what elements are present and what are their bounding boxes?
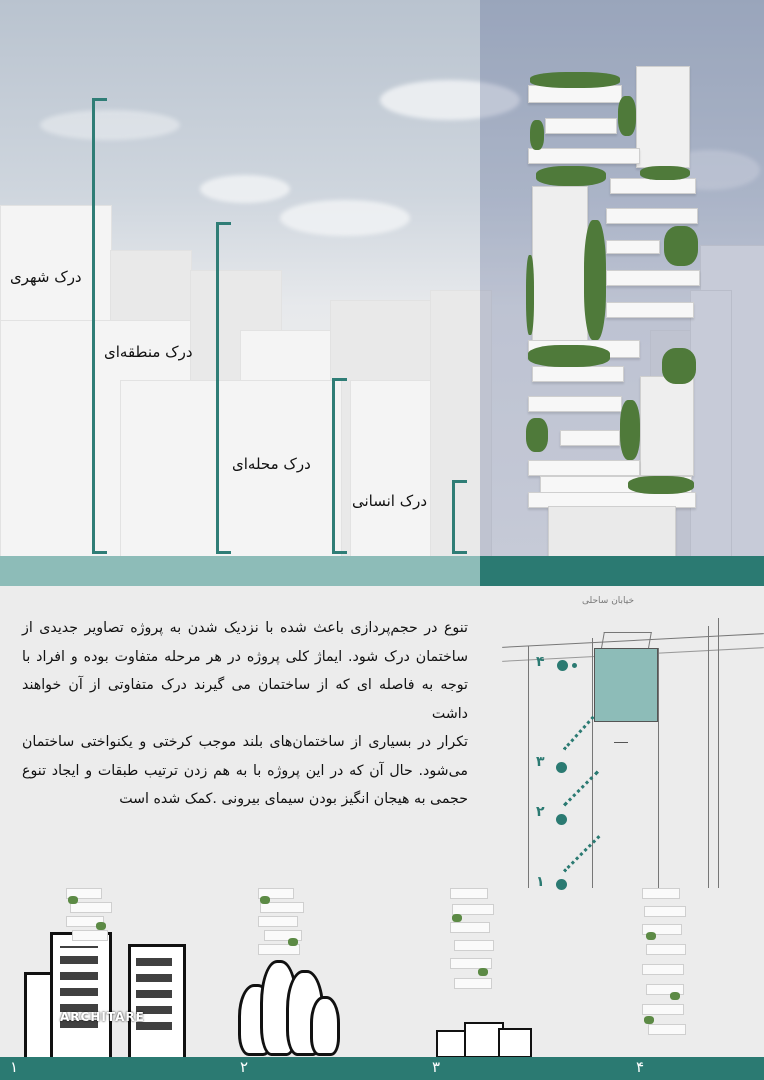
- street-label: خیابان ساحلی: [582, 596, 635, 606]
- mini-tower-4: [642, 888, 684, 1058]
- watermark: ARCHITARE: [60, 1010, 145, 1024]
- marker-3: ۳: [536, 754, 545, 770]
- label-human: درک انسانی: [352, 492, 428, 510]
- description-paragraph-1: تنوع در حجم‌پردازی باعث شده با نزدیک شدن به پروژه تصاویر جدیدی از ساختمان درک شود. ایماژ کلی پروژه در هر مرحله متفاوت بوده و افراد با توجه به فاصله ای که از ساختمان می گیرند درک متفاوتی از آن خواهند داشت: [22, 620, 468, 722]
- marker-1: ۱: [536, 874, 545, 890]
- site-building: [594, 648, 658, 722]
- icon-trees: [238, 960, 338, 1056]
- site-plan: [482, 588, 764, 888]
- step-1: ۱: [10, 1058, 19, 1076]
- divider-band-dark: [480, 556, 764, 586]
- step-3: ۳: [432, 1058, 441, 1076]
- description-paragraph-2: تکرار در بسیاری از ساختمان‌های بلند موجب کرختی و یکنواختی ساختمان می‌شود. حال آن که در این پروژه با به هم زدن ترتیب طبقات و ایجاد تنوع حجمی به هیجان انگیز بودن سیمای بیرونی .کمک شده است: [22, 734, 468, 807]
- label-neighborhood: درک محله‌ای: [232, 455, 311, 473]
- step-4: ۴: [636, 1058, 645, 1076]
- marker-2: ۲: [536, 804, 545, 820]
- label-regional: درک منطقه‌ای: [104, 343, 193, 361]
- bracket-urban: [92, 98, 107, 554]
- marker-4: ۴: [536, 654, 545, 670]
- label-urban: درک شهری: [10, 268, 82, 286]
- bracket-neighborhood: [332, 378, 347, 554]
- bottom-band: [0, 1057, 764, 1080]
- icon-houses: [434, 1018, 534, 1056]
- bracket-regional: [216, 222, 231, 554]
- bracket-human: [452, 480, 467, 554]
- step-2: ۲: [240, 1058, 249, 1076]
- mini-tower-1: [66, 888, 108, 988]
- description: [22, 614, 468, 814]
